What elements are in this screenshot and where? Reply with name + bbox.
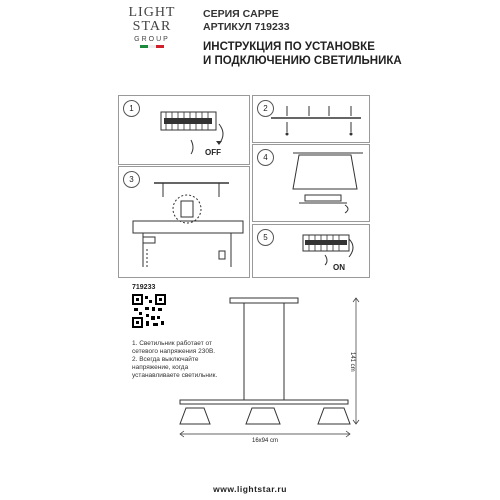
document-title [203,40,402,68]
brand-line-2: STAR [132,19,172,34]
brand-logo [120,6,184,48]
series-name: СЕРИЯ CAPPE [203,8,279,20]
breaker-off-illustration [119,96,249,164]
step-2-number: 2 [257,100,274,117]
step-1-panel [118,95,250,165]
step-3-number: 3 [123,171,140,188]
brand-line-1: LIGHT [128,5,176,20]
step-3-panel [118,166,250,278]
shade-install-illustration [253,145,369,221]
on-label: ON [333,263,345,272]
website-url: www.lightstar.ru [213,484,287,494]
title-line-1: ИНСТРУКЦИЯ ПО УСТАНОВКЕ [203,41,375,53]
step-4-number: 4 [257,149,274,166]
breaker-on-illustration [253,225,369,277]
product-article: 719233 [132,284,156,291]
note-2: 2. Всегда выключайте напряжение, когда устанавливаете светильник. [132,356,218,379]
step-2-panel [252,95,370,143]
off-label: OFF [205,148,221,157]
lamp-dimension-drawing [160,290,380,460]
drilling-marks-illustration [253,96,369,142]
step-5-panel [252,224,370,278]
step-5-number: 5 [257,229,274,246]
italian-flag-icon [120,45,184,48]
article-number: АРТИКУЛ 719233 [203,21,290,33]
width-dimension: 16x94 cm [252,438,279,444]
document-header [203,8,290,34]
note-1: 1. Светильник работает от сетевого напряжения 230В. [132,340,216,355]
step-1-number: 1 [123,100,140,117]
title-line-2: И ПОДКЛЮЧЕНИЮ СВЕТИЛЬНИКА [203,55,402,67]
ceiling-mount-illustration [119,167,249,277]
height-dimension: 141 cm [349,352,355,372]
step-4-panel [252,144,370,222]
brand-line-3: GROUP [134,36,170,43]
